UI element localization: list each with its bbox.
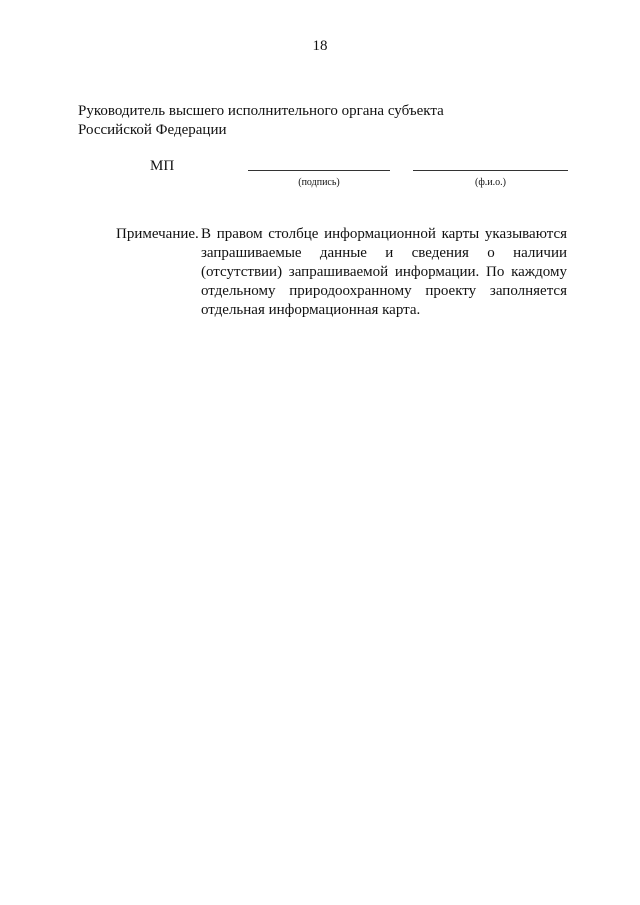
note-label: Примечание. (116, 226, 199, 242)
signatory-heading-line-1: Руководитель высшего исполнительного органа субъекта (78, 103, 444, 119)
note-text: В правом столбце информационной карты указываются запрашиваемые данные и сведения о наличии (отсутствии) запрашиваемой информации. По каждому отдельному природоохранному проекту заполняется отдельная информационная карта. (201, 226, 567, 318)
name-line (413, 170, 568, 171)
name-caption: (ф.и.о.) (475, 177, 506, 188)
page-number: 18 (312, 38, 328, 54)
stamp-label: МП (150, 158, 175, 174)
signatory-heading-line-2: Российской Федерации (78, 122, 227, 138)
signatory-heading (78, 102, 444, 140)
signature-line (248, 170, 390, 171)
signature-caption: (подпись) (298, 177, 340, 188)
